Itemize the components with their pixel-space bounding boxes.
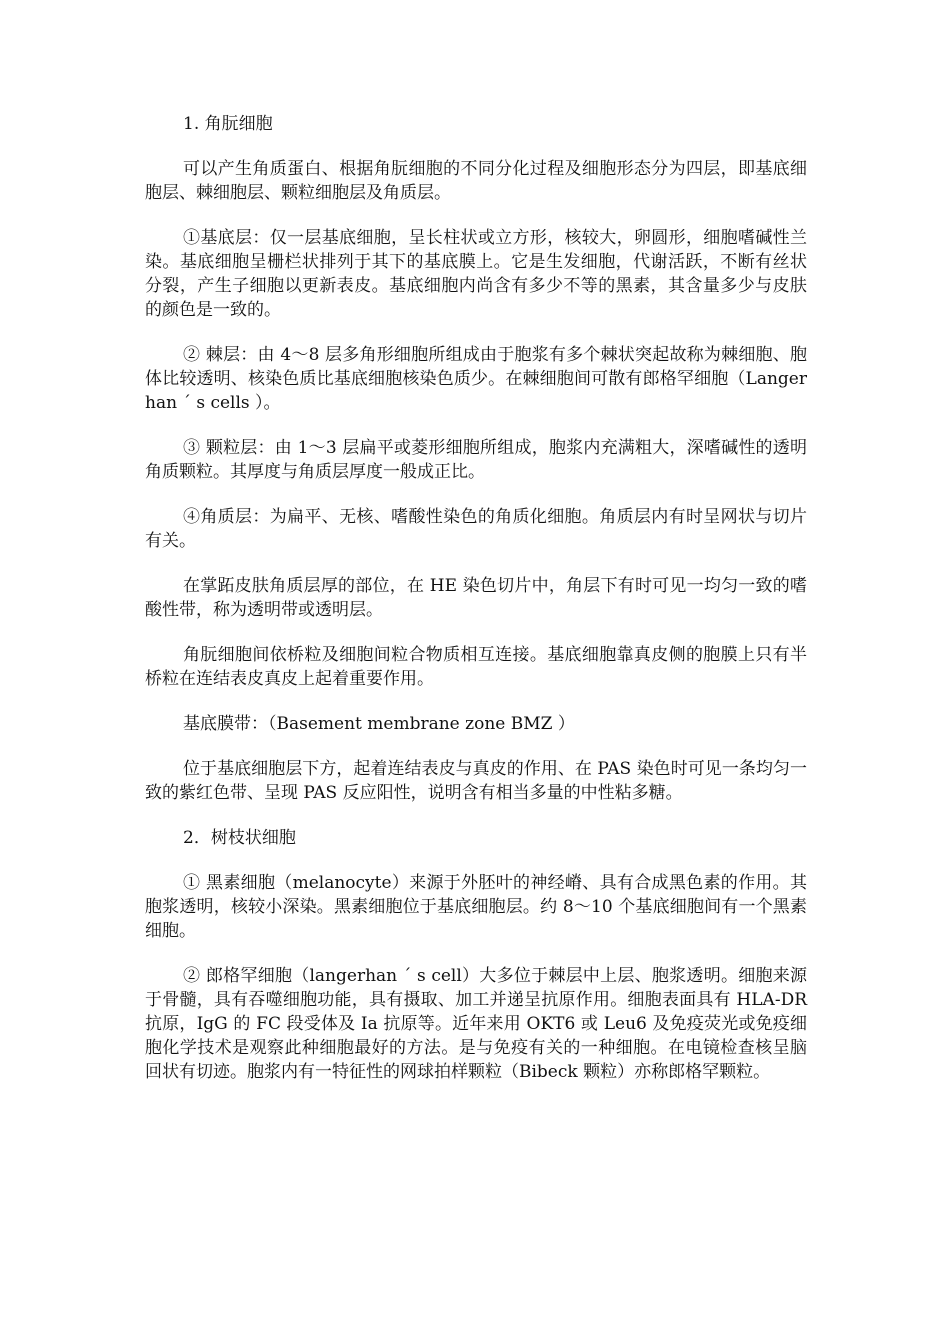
paragraph-spinous-layer: ② 棘层：由 4～8 层多角形细胞所组成由于胞浆有多个棘状突起故称为棘细胞、胞体比较透明、核染色质比基底细胞核染色质少。在棘细胞间可散有郎格罕细胞（Langerhan ´ s cells ）。 (145, 345, 807, 413)
paragraph-stratum-lucidum: 在掌跖皮肤角质层厚的部位，在 HE 染色切片中，角层下有时可见一均匀一致的嗜酸性带，称为透明带或透明层。 (145, 576, 807, 620)
section-heading-keratinocytes: 1. 角朊细胞 (183, 114, 273, 134)
paragraph-basal-layer: ①基底层：仅一层基底细胞，呈长柱状或立方形，核较大，卵圆形，细胞嗜碱性兰染。基底细胞呈栅栏状排列于其下的基底膜上。它是生发细胞，代谢活跃，不断有丝状分裂，产生子细胞以更新表皮。基底细胞内尚含有多少不等的黑素，其含量多少与皮肤的颜色是一致的。 (145, 228, 807, 320)
paragraph-langerhans-cell: ② 郎格罕细胞（langerhan ´ s cell）大多位于棘层中上层、胞浆透明。细胞来源于骨髓，具有吞噬细胞功能，具有摄取、加工并递呈抗原作用。细胞表面具有 HLA-DR 抗原，IgG 的 FC 段受体及 Ia 抗原等。近年来用 OKT6 或 Leu6 及免疫荧光或免疫细胞化学技术是观察此种细胞最好的方法。是与免疫有关的一种细胞。在电镜检查核呈脑回状有切迹。胞浆内有一特征性的网球拍样颗粒（Bibeck 颗粒）亦称郎格罕颗粒。 (145, 966, 807, 1082)
paragraph-overview: 可以产生角质蛋白、根据角朊细胞的不同分化过程及细胞形态分为四层，即基底细胞层、棘细胞层、颗粒细胞层及角质层。 (145, 159, 807, 203)
paragraph-desmosomes: 角朊细胞间依桥粒及细胞间粒合物质相互连接。基底细胞靠真皮侧的胞膜上只有半桥粒在连结表皮真皮上起着重要作用。 (145, 645, 807, 689)
paragraph-melanocyte: ① 黑素细胞（melanocyte）来源于外胚叶的神经嵴、具有合成黑色素的作用。其胞浆透明，核较小深染。黑素细胞位于基底细胞层。约 8～10 个基底细胞间有一个黑素细胞。 (145, 873, 807, 941)
document-body (145, 112, 807, 1105)
paragraph-bmz-description: 位于基底细胞层下方，起着连结表皮与真皮的作用、在 PAS 染色时可见一条均匀一致的紫红色带、呈现 PAS 反应阳性，说明含有相当多量的中性粘多糖。 (145, 759, 807, 803)
paragraph-stratum-corneum: ④角质层：为扁平、无核、嗜酸性染色的角质化细胞。角质层内有时呈网状与切片有关。 (145, 507, 807, 551)
section-heading-dendritic-cells: 2．树枝状细胞 (183, 828, 296, 848)
paragraph-granular-layer: ③ 颗粒层：由 1～3 层扁平或菱形细胞所组成，胞浆内充满粗大，深嗜碱性的透明角质颗粒。其厚度与角质层厚度一般成正比。 (145, 438, 807, 482)
paragraph-bmz-title: 基底膜带：（Basement membrane zone BMZ ） (183, 714, 575, 734)
